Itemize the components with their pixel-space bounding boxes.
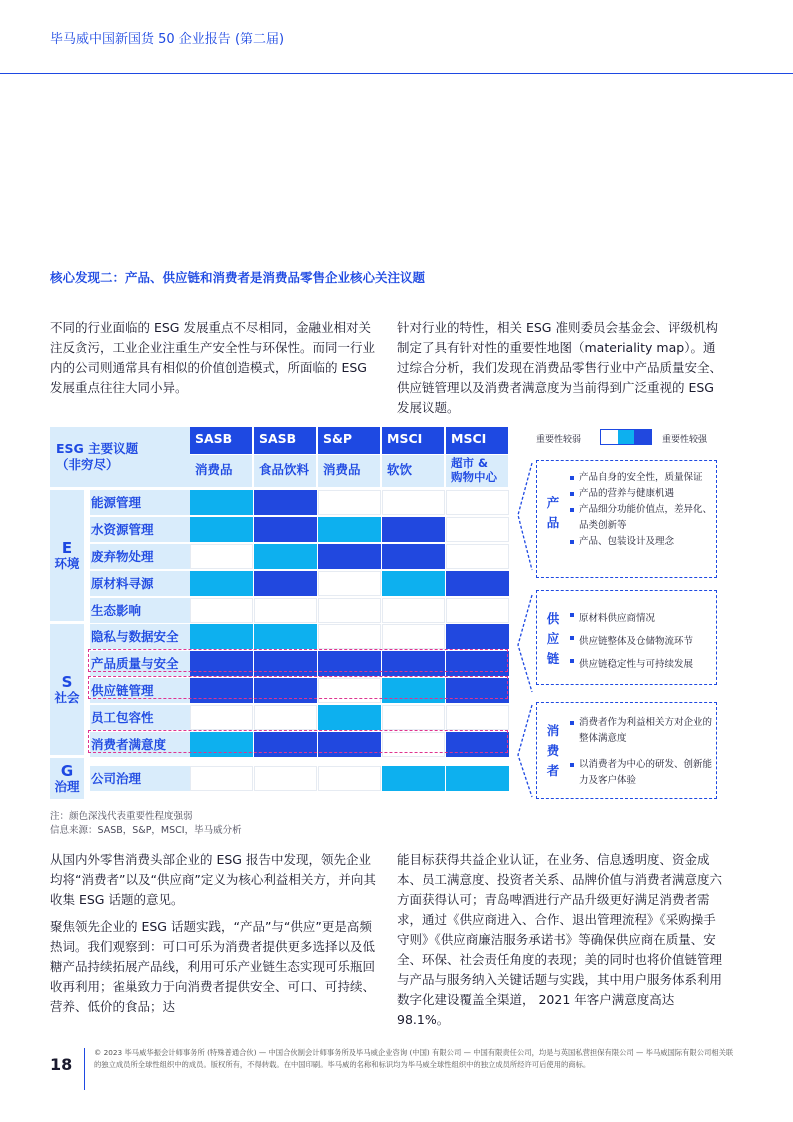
body-paragraph-right: 能目标获得共益企业认证，在业务、信息透明度、资金成本、员工满意度、投资者关系、品牌价值与消费者满意度六方面获得认可；青岛啤酒进行产品升级更好满足消费者需求，通过《供应商进入、合作、退出管理流程》《采购操手守则》《供应商廉洁服务承诺书》等确保供应商在质量、安全、环保、社会责任角度的表现；美的同时也将价值链管理与产品与服务纳入关键话题与实践，其中用户服务体系利用数字化建设覆盖全渠道， 2021 年客户满意度高达 98.1%。 <box>397 852 723 1027</box>
matrix-cell <box>318 766 381 791</box>
report-title: 毕马威中国新国货 50 企业报告 (第二届) <box>50 32 285 47</box>
matrix-topic-label: 生态影响 <box>90 598 190 623</box>
callout-consumer-char-1: 消 <box>546 723 560 738</box>
callout-supply-chain-item: 供应链稳定性与可持续发展 <box>569 653 712 676</box>
matrix-topic-label: 水资源管理 <box>90 517 190 542</box>
callout-product-list <box>569 470 712 550</box>
matrix-cell <box>382 624 445 649</box>
header-divider <box>0 73 793 74</box>
legend-swatch-high <box>634 430 651 444</box>
col-agency-2: SASB <box>254 427 316 454</box>
col-agency-1: SASB <box>190 427 252 454</box>
callout-consumer-char-3: 者 <box>546 763 560 778</box>
col-agency-3: S&P <box>318 427 380 454</box>
matrix-cell <box>318 624 381 649</box>
matrix-cell <box>190 705 253 730</box>
matrix-topic-label: 隐私与数据安全 <box>90 624 190 649</box>
callout-consumer-item: 以消费者为中心的研发、创新能力及客户体验 <box>569 757 712 789</box>
group-letter-g: G <box>60 761 74 780</box>
callout-consumer <box>536 702 717 799</box>
matrix-cell <box>446 705 509 730</box>
matrix-cell <box>318 705 381 730</box>
body-paragraph-left-1: 从国内外零售消费头部企业的 ESG 报告中发现，领先企业均将“消费者”以及“供应商”定义为核心利益相关方，并向其收集 ESG 话题的意见。 <box>50 852 376 907</box>
callout-supply-chain-item: 供应链整体及仓储物流环节 <box>569 630 712 653</box>
matrix-topic-label: 供应链管理 <box>90 678 190 703</box>
callout-product-item: 产品、包装设计及理念 <box>569 534 712 550</box>
chart-source: 信息来源：SASB，S&P，MSCI，毕马威分析 <box>50 825 242 836</box>
callout-supply-chain-label <box>537 609 569 669</box>
chart-note: 注：颜色深浅代表重要性程度强弱 <box>50 811 193 822</box>
callout-supply-chain <box>536 590 717 685</box>
matrix-cell <box>254 571 317 596</box>
footer-divider <box>84 1048 85 1090</box>
col-industry-4: 软饮 <box>382 455 444 487</box>
matrix-cell <box>254 766 317 791</box>
matrix-cell <box>382 598 445 623</box>
matrix-cell <box>190 517 253 542</box>
matrix-cell <box>446 517 509 542</box>
matrix-cell <box>382 544 445 569</box>
matrix-cell <box>190 544 253 569</box>
matrix-cell <box>190 766 253 791</box>
matrix-cell <box>446 766 509 791</box>
matrix-cell <box>254 624 317 649</box>
group-letter-s: S <box>61 672 73 691</box>
col-agency-4: MSCI <box>382 427 444 454</box>
highlight-product-quality <box>88 649 508 672</box>
highlight-consumer-satisfaction <box>88 730 508 753</box>
matrix-topic-label: 能源管理 <box>90 490 190 515</box>
group-name-environment: 环境 <box>54 555 80 571</box>
group-governance <box>50 758 84 799</box>
matrix-topic-label: 产品质量与安全 <box>90 651 190 676</box>
matrix-cell <box>318 571 381 596</box>
group-name-social: 社会 <box>54 689 80 705</box>
col-industry-5: 超市 & 购物中心 <box>446 455 508 487</box>
callout-consumer-item: 消费者作为利益相关方对企业的整体满意度 <box>569 715 712 747</box>
callout-product <box>536 460 717 578</box>
intro-paragraph-right: 针对行业的特性，相关 ESG 准则委员会基金会、评级机构制定了具有针对性的重要性地图（materiality map）。通过综合分析，我们发现在消费品零售行业中产品质量安全、供应链管理以及消费者满意度为当前得到广泛重视的 ESG 发展议题。 <box>397 320 723 415</box>
matrix-cell <box>382 490 445 515</box>
matrix-cell <box>254 517 317 542</box>
callout-supply-chain-item: 原材料供应商情况 <box>569 607 712 630</box>
callout-consumer-list <box>569 715 712 789</box>
materiality-matrix <box>50 427 510 799</box>
matrix-cell <box>318 517 381 542</box>
callout-product-item: 产品的营养与健康机遇 <box>569 486 712 502</box>
legend-weak-label: 重要性较弱 <box>536 435 582 445</box>
callout-supply-char-2: 应 <box>546 631 560 646</box>
matrix-topic-label: 公司治理 <box>90 766 190 791</box>
matrix-cell <box>190 571 253 596</box>
matrix-corner-header <box>50 427 190 487</box>
matrix-cell <box>446 571 509 596</box>
matrix-cell <box>382 705 445 730</box>
matrix-cell <box>254 705 317 730</box>
matrix-cell <box>318 490 381 515</box>
callout-product-item: 产品自身的安全性，质量保证 <box>569 470 712 486</box>
col-industry-3: 消费品 <box>318 455 380 487</box>
callout-product-label <box>537 493 569 533</box>
group-letter-e: E <box>61 538 73 557</box>
callout-consumer-label <box>537 721 569 781</box>
matrix-cell <box>254 598 317 623</box>
callout-supply-chain-list <box>569 607 712 676</box>
matrix-cell <box>446 490 509 515</box>
matrix-cell <box>382 517 445 542</box>
matrix-topic-label: 消费者满意度 <box>90 732 190 757</box>
matrix-topic-label: 废弃物处理 <box>90 544 190 569</box>
matrix-cell <box>382 766 445 791</box>
legend-swatch-mid <box>618 430 635 444</box>
callout-product-item: 产品细分功能价值点，差异化、品类创新等 <box>569 502 712 534</box>
body-paragraph-left-2: 聚焦领先企业的 ESG 话题实践，“产品”与“供应”更是高频热词。我们观察到：可口可乐为消费者提供更多选择以及低糖产品持续拓展产品线，利用可乐产业链生态实现可乐瓶回收再利用；雀巢致力于向消费者提供安全、可口、可持续、营养、低价的食品；达 <box>50 919 376 1014</box>
matrix-cell <box>254 490 317 515</box>
page-number: 18 <box>50 1055 73 1074</box>
matrix-cell <box>446 544 509 569</box>
matrix-cell <box>446 598 509 623</box>
matrix-cell <box>190 598 253 623</box>
matrix-cell <box>382 571 445 596</box>
matrix-cell <box>318 598 381 623</box>
intro-paragraph-left: 不同的行业面临的 ESG 发展重点不尽相同，金融业相对关注反贪污，工业企业注重生产安全性与环保性。而同一行业内的公司则通常具有相似的价值创造模式，所面临的 ESG 发展重点往往大同小异。 <box>50 320 376 395</box>
matrix-topic-label: 员工包容性 <box>90 705 190 730</box>
group-social <box>50 624 84 755</box>
callout-product-char-2: 品 <box>546 515 560 530</box>
col-industry-1: 消费品 <box>190 455 252 487</box>
section-heading: 核心发现二：产品、供应链和消费者是消费品零售企业核心关注议题 <box>50 270 426 285</box>
legend-scale <box>600 429 652 445</box>
matrix-topic-label: 原材料寻源 <box>90 571 190 596</box>
callout-supply-char-1: 供 <box>546 611 560 626</box>
highlight-supply-chain <box>88 676 508 699</box>
group-name-governance: 治理 <box>54 778 80 794</box>
callout-consumer-char-2: 费 <box>546 743 560 758</box>
matrix-cell <box>190 624 253 649</box>
copyright-notice: © 2023 毕马威华振会计师事务所 (特殊普通合伙) — 中国合伙制会计师事务所及毕马威企业咨询 (中国) 有限公司 — 中国有限责任公司，均是与英国私营担保有限公司 — 毕马威国际有限公司相关联的独立成员所全球性组织中的成员。版权所有，不得转载。在中国印刷。毕马威的名称和标识均为毕马威全球性组织中的独立成员所经许可后使用的商标。 <box>94 1048 734 1069</box>
matrix-corner-title: ESG 主要议题 <box>56 441 139 456</box>
matrix-cell <box>254 544 317 569</box>
callout-product-char-1: 产 <box>546 495 560 510</box>
legend-strong-label: 重要性较强 <box>662 435 708 445</box>
legend-swatch-low <box>601 430 618 444</box>
matrix-corner-subtitle: （非穷尽） <box>56 457 119 472</box>
matrix-cell <box>190 490 253 515</box>
col-agency-5: MSCI <box>446 427 508 454</box>
matrix-cell <box>446 624 509 649</box>
callout-supply-char-3: 链 <box>546 651 560 666</box>
group-environment <box>50 490 84 621</box>
col-industry-2: 食品饮料 <box>254 455 316 487</box>
matrix-cell <box>318 544 381 569</box>
